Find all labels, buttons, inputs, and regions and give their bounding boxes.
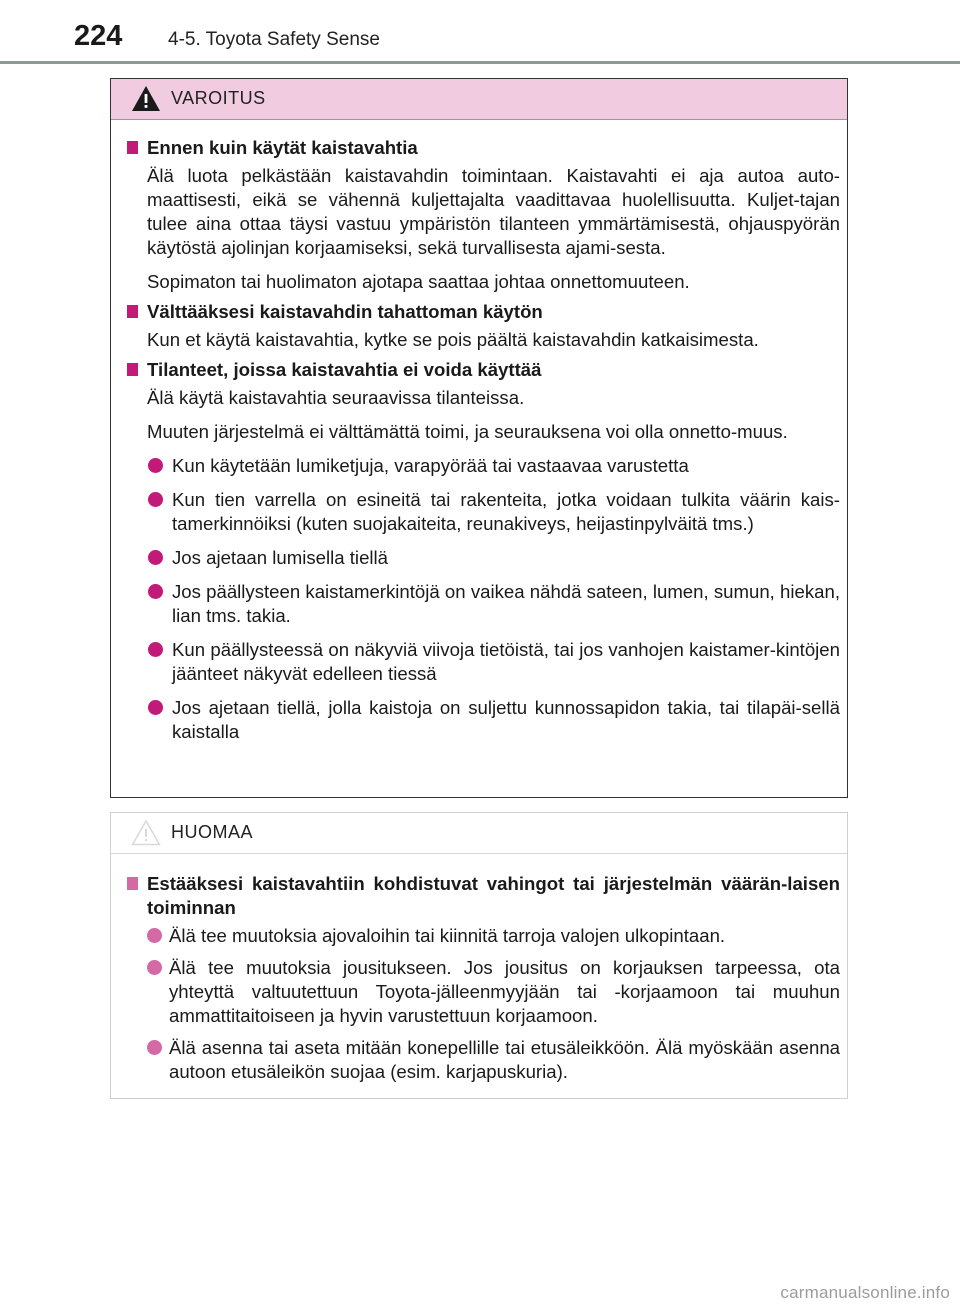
warning-bullet: Jos päällysteen kaistamerkintöjä on vaikea nähdä sateen, lumen, sumun, hiekan, lian tms. takia. [127, 580, 840, 628]
warning-paragraph: Muuten järjestelmä ei välttämättä toimi, ja seurauksena voi olla onnetto-muus. [147, 421, 788, 442]
page-header [0, 0, 960, 64]
caution-outline-icon [131, 819, 161, 846]
notice-body [111, 854, 847, 1084]
warning-bullet: Kun päällysteessä on näkyviä viivoja tietöistä, tai jos vanhojen kaistamer-kintöjen jäänteet näkyvät edelleen tiessä [127, 638, 840, 686]
notice-label: HUOMAA [171, 822, 254, 842]
warning-triangle-icon [131, 85, 161, 112]
notice-bullet: Älä tee muutoksia jousitukseen. Jos jousitus on korjauksen tarpeessa, ota yhteyttä valtuutettuun Toyota-jälleenmyyjään tai -korjaamoon tai muuhun ammattitaitoiseen ja hyvin varustettuun korjaamoon. [127, 956, 840, 1028]
warning-heading-1: Ennen kuin käytät kaistavahtia [127, 136, 840, 160]
page-number: 224 [74, 20, 123, 52]
notice-box [110, 812, 848, 1099]
warning-label: VAROITUS [171, 88, 266, 108]
warning-box [110, 78, 848, 798]
header-divider [0, 61, 960, 64]
watermark: carmanualsonline.info [780, 1283, 950, 1302]
warning-bullet: Jos ajetaan tiellä, jolla kaistoja on suljettu kunnossapidon takia, tai tilapäi-sellä kaistalla [127, 696, 840, 744]
warning-heading-3: Tilanteet, joissa kaistavahtia ei voida käyttää [127, 358, 840, 382]
warning-bullet: Kun käytetään lumiketjuja, varapyörää tai vastaavaa varustetta [127, 454, 840, 478]
notice-bullet: Älä tee muutoksia ajovaloihin tai kiinnitä tarroja valojen ulkopintaan. [127, 924, 840, 948]
notice-bullet: Älä asenna tai aseta mitään konepellille tai etusäleikköön. Älä myöskään asenna autoon etusäleikön suojaa (esim. karjapuskuria). [127, 1036, 840, 1084]
warning-heading-2: Välttääksesi kaistavahdin tahattoman käytön [127, 300, 840, 324]
warning-body [111, 120, 847, 744]
warning-paragraph: Sopimaton tai huolimaton ajotapa saattaa johtaa onnettomuuteen. [147, 271, 690, 292]
warning-paragraph: Älä luota pelkästään kaistavahdin toimintaan. Kaistavahti ei aja autoa auto-maattisesti, eikä se vähennä kuljettajalta vaadittavaa huolellisuutta. Kuljet-tajan tulee aina ottaa täysi vastuu ympäristön tilanteen ymmärtämisestä, ohjauspyörän käytöstä ajolinjan korjaamiseksi, sekä turvallisesta ajami-sesta. [147, 165, 840, 258]
warning-bullet: Jos ajetaan lumisella tiellä [127, 546, 840, 570]
warning-box-header [111, 79, 847, 120]
notice-box-header [111, 813, 847, 854]
warning-bullet: Kun tien varrella on esineitä tai rakenteita, jotka voidaan tulkita väärin kais-tamerkinnöiksi (kuten suojakaiteita, reunakiveys, heijastinpylväitä tms.) [127, 488, 840, 536]
warning-paragraph: Kun et käytä kaistavahtia, kytke se pois päältä kaistavahdin katkaisimesta. [147, 329, 759, 350]
notice-heading: Estääksesi kaistavahtiin kohdistuvat vahingot tai järjestelmän väärän-laisen toiminnan [127, 872, 840, 920]
warning-paragraph: Älä käytä kaistavahtia seuraavissa tilanteissa. [147, 387, 525, 408]
section-title: 4-5. Toyota Safety Sense [168, 29, 380, 50]
